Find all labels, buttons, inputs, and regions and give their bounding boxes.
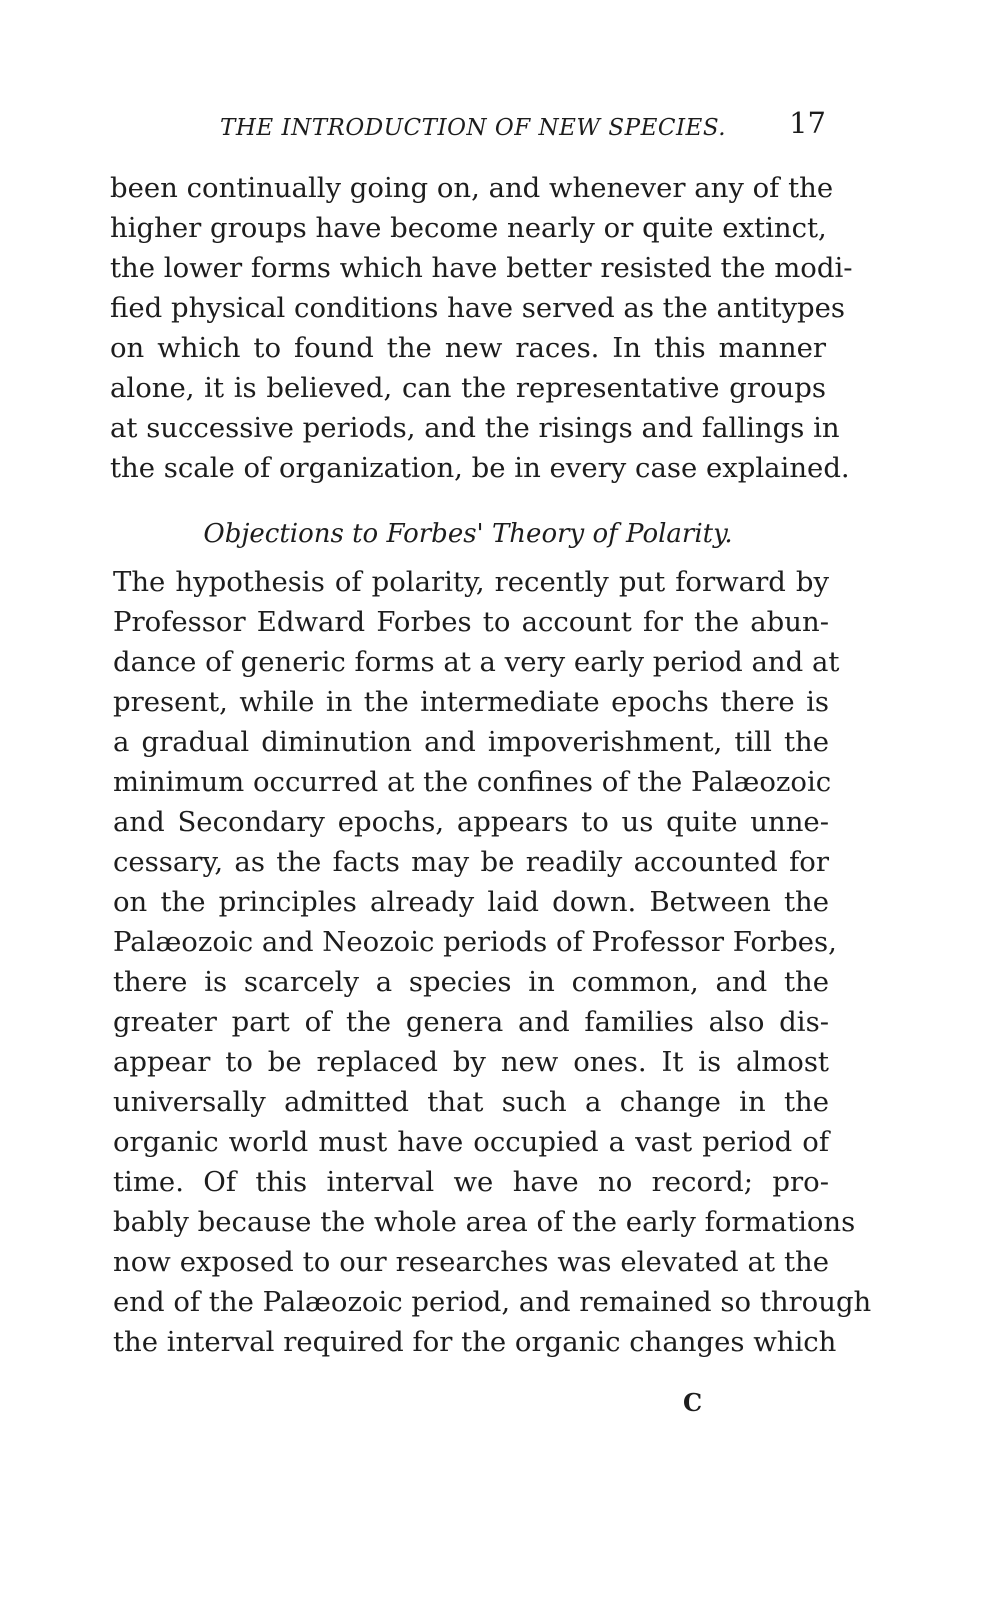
paragraph-line: end of the Palæozoic period, and remained so through bbox=[113, 1286, 872, 1318]
paragraph-line: at successive periods, and the risings and fallings in bbox=[110, 412, 840, 444]
paragraph-line: the scale of organization, be in every case explained. bbox=[110, 452, 850, 484]
paragraph-line: higher groups have become nearly or quite extinct, bbox=[110, 212, 827, 244]
page-number: 17 bbox=[789, 106, 826, 140]
paragraph-line: minimum occurred at the confines of the Palæozoic bbox=[113, 766, 832, 798]
paragraph-line: on the principles already laid down. Between the bbox=[113, 886, 829, 918]
paragraph-line: bably because the whole area of the early formations bbox=[113, 1206, 856, 1238]
paragraph-line: and Secondary epochs, appears to us quite unne- bbox=[113, 806, 829, 838]
paragraph-line: Professor Edward Forbes to account for the abun- bbox=[113, 606, 829, 638]
paragraph-line: fied physical conditions have served as the antitypes bbox=[110, 292, 845, 324]
signature-mark: C bbox=[683, 1388, 703, 1417]
paragraph-line: alone, it is believed, can the representative groups bbox=[110, 372, 826, 404]
paragraph-line: present, while in the intermediate epochs there is bbox=[113, 686, 829, 718]
paragraph-line: the interval required for the organic changes which bbox=[113, 1326, 837, 1358]
paragraph-line: been continually going on, and whenever any of the bbox=[110, 172, 834, 204]
paragraph-line: there is scarcely a species in common, and the bbox=[113, 966, 829, 998]
running-title: THE INTRODUCTION OF NEW SPECIES. bbox=[220, 115, 727, 141]
paragraph-line: The hypothesis of polarity, recently put forward by bbox=[113, 566, 829, 598]
section-heading: Objections to Forbes' Theory of Polarity. bbox=[203, 519, 733, 549]
paragraph-1 bbox=[110, 168, 853, 488]
paragraph-line: cessary, as the facts may be readily accounted for bbox=[113, 846, 829, 878]
paragraph-line: time. Of this interval we have no record; pro- bbox=[113, 1166, 829, 1198]
paragraph-line: on which to found the new races. In this manner bbox=[110, 332, 826, 364]
paragraph-line: universally admitted that such a change in the bbox=[113, 1086, 829, 1118]
paragraph-line: now exposed to our researches was elevated at the bbox=[113, 1246, 829, 1278]
paragraph-line: appear to be replaced by new ones. It is almost bbox=[113, 1046, 829, 1078]
paragraph-line: Palæozoic and Neozoic periods of Professor Forbes, bbox=[113, 926, 837, 958]
paragraph-line: the lower forms which have better resisted the modi- bbox=[110, 252, 853, 284]
paragraph-line: dance of generic forms at a very early period and at bbox=[113, 646, 840, 678]
paragraph-2 bbox=[113, 562, 872, 1362]
paragraph-line: a gradual diminution and impoverishment, till the bbox=[113, 726, 829, 758]
running-head bbox=[110, 106, 826, 146]
paragraph-line: organic world must have occupied a vast period of bbox=[113, 1126, 829, 1158]
paragraph-line: greater part of the genera and families also dis- bbox=[113, 1006, 829, 1038]
